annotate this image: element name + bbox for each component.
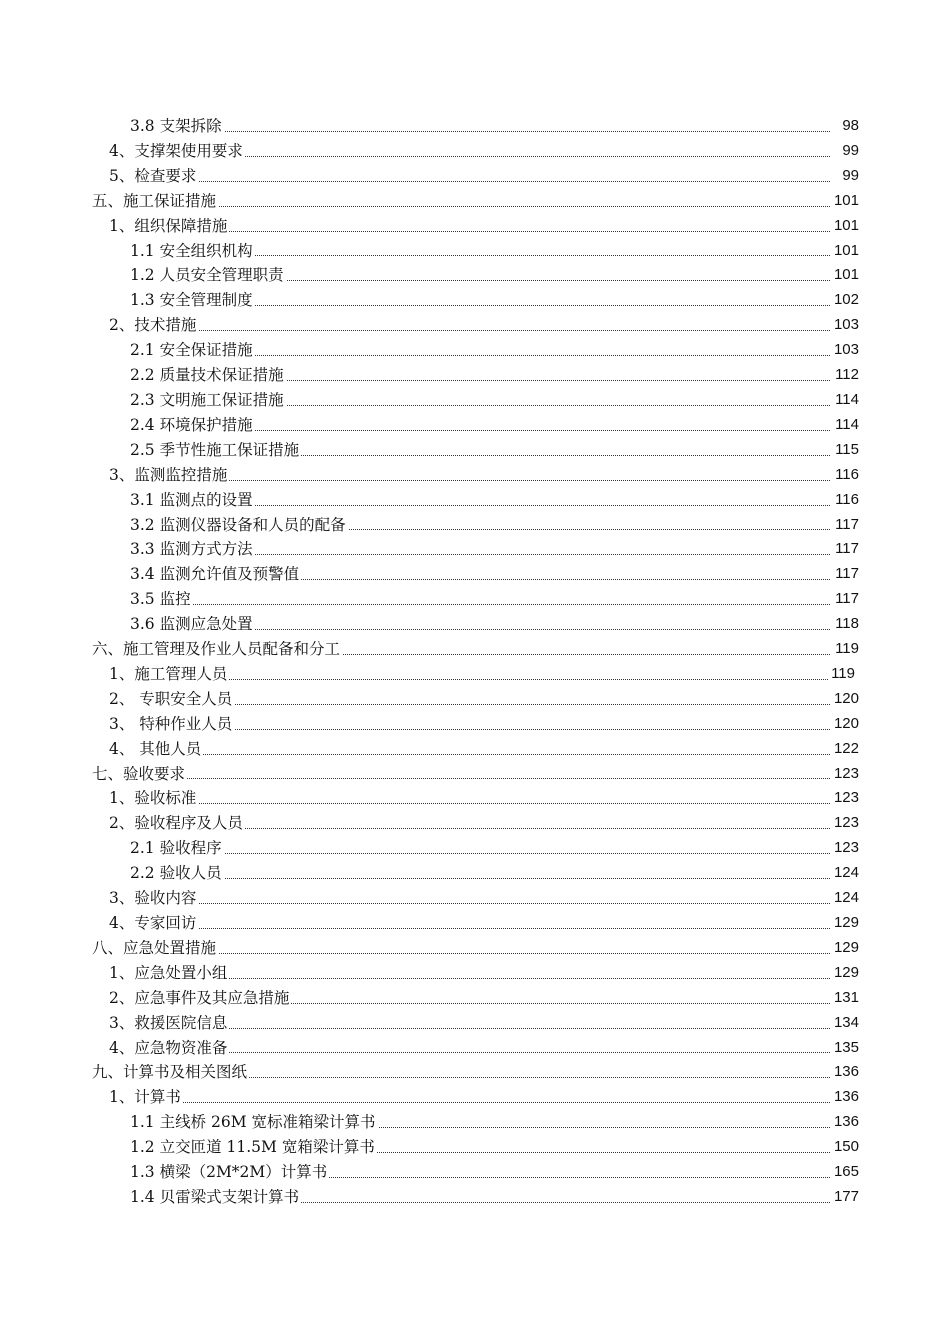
toc-entry[interactable] [0, 612, 950, 637]
toc-entry-title: 六、施工管理及作业人员配备和分工 [92, 637, 342, 662]
toc-entry-page-number: 122 [832, 737, 859, 762]
toc-entry-page-number: 115 [833, 438, 859, 463]
toc-entry-title: 3、监测监控措施 [109, 463, 229, 488]
toc-entry[interactable] [0, 1060, 950, 1085]
toc-entry-title: 1、组织保障措施 [109, 214, 229, 239]
toc-entry-title: 3.2 监测仪器设备和人员的配备 [130, 513, 348, 538]
toc-entry-page-number: 114 [833, 413, 859, 438]
toc-entry-page-number: 101 [832, 239, 859, 264]
toc-entry-title: 3.1 监测点的设置 [130, 488, 255, 513]
toc-entry-title: 2、应急事件及其应急措施 [109, 986, 291, 1011]
dot-leader [109, 330, 830, 331]
dot-leader [130, 604, 830, 605]
dot-leader [109, 803, 830, 804]
toc-entry-title: 2.2 验收人员 [130, 861, 224, 886]
dot-leader [109, 903, 830, 904]
toc-entry-page-number: 101 [832, 189, 859, 214]
toc-entry[interactable] [0, 363, 950, 388]
toc-entry-page-number: 103 [832, 338, 859, 363]
toc-entry-title: 2、验收程序及人员 [109, 811, 245, 836]
dot-leader [130, 131, 830, 132]
toc-entry-title: 2.3 文明施工保证措施 [130, 388, 286, 413]
toc-entry-page-number: 112 [833, 363, 859, 388]
toc-entry-page-number: 123 [832, 836, 859, 861]
toc-entry-page-number: 114 [833, 388, 859, 413]
dot-leader [109, 1102, 830, 1103]
toc-entry-title: 五、施工保证措施 [92, 189, 218, 214]
toc-entry-title: 3.3 监测方式方法 [130, 537, 255, 562]
toc-entry-page-number: 150 [832, 1135, 859, 1160]
toc-entry-title: 1、验收标准 [109, 786, 198, 811]
toc-entry-title: 2、技术措施 [109, 313, 198, 338]
toc-entry[interactable] [0, 114, 950, 139]
toc-entry-page-number: 136 [832, 1085, 859, 1110]
toc-entry-title: 1.2 立交匝道 11.5M 宽箱梁计算书 [130, 1135, 377, 1160]
toc-entry[interactable] [0, 164, 950, 189]
toc-entry-title: 5、检查要求 [109, 164, 198, 189]
toc-entry-page-number: 123 [832, 762, 859, 787]
toc-entry-title: 4、应急物资准备 [109, 1036, 229, 1061]
toc-entry-title: 4、 其他人员 [109, 737, 203, 762]
toc-entry-title: 3.8 支架拆除 [130, 114, 224, 139]
toc-entry[interactable] [0, 1135, 950, 1160]
toc-entry[interactable] [0, 189, 950, 214]
toc-entry[interactable] [0, 413, 950, 438]
toc-entry-page-number: 117 [833, 587, 859, 612]
toc-entry[interactable] [0, 1085, 950, 1110]
toc-entry[interactable] [0, 637, 950, 662]
toc-entry-title: 九、计算书及相关图纸 [92, 1060, 249, 1085]
dot-leader [130, 853, 830, 854]
toc-entry-title: 4、支撑架使用要求 [109, 139, 245, 164]
toc-entry-page-number: 124 [832, 861, 859, 886]
toc-entry-page-number: 135 [832, 1036, 859, 1061]
toc-entry-page-number: 116 [833, 488, 859, 513]
toc-entry-page-number: 117 [833, 562, 859, 587]
toc-entry[interactable] [0, 936, 950, 961]
toc-entry[interactable] [0, 214, 950, 239]
toc-entry-page-number: 102 [832, 288, 859, 313]
toc-entry-page-number: 101 [832, 263, 859, 288]
toc-entry-title: 1、应急处置小组 [109, 961, 229, 986]
toc-entry-page-number: 117 [833, 537, 859, 562]
dot-leader [109, 928, 830, 929]
toc-entry-page-number: 98 [840, 114, 859, 139]
toc-entry-page-number: 123 [832, 786, 859, 811]
toc-entry-title: 2.5 季节性施工保证措施 [130, 438, 301, 463]
toc-entry-title: 2、 专职安全人员 [109, 687, 234, 712]
toc-entry-page-number: 99 [840, 164, 859, 189]
toc-entry-page-number: 123 [832, 811, 859, 836]
toc-entry[interactable] [0, 836, 950, 861]
toc-entry[interactable] [0, 811, 950, 836]
toc-entry[interactable] [0, 861, 950, 886]
toc-entry-title: 七、验收要求 [92, 762, 187, 787]
toc-entry-page-number: 129 [832, 961, 859, 986]
toc-entry-title: 3、救援医院信息 [109, 1011, 229, 1036]
toc-entry-page-number: 131 [832, 986, 859, 1011]
toc-entry[interactable] [0, 961, 950, 986]
toc-entry-title: 1.3 横梁（2M*2M）计算书 [130, 1160, 329, 1185]
toc-entry[interactable] [0, 911, 950, 936]
dot-leader [109, 754, 830, 755]
toc-entry[interactable] [0, 513, 950, 538]
toc-entry-title: 3.5 监控 [130, 587, 193, 612]
toc-entry-title: 4、专家回访 [109, 911, 198, 936]
toc-entry[interactable] [0, 587, 950, 612]
toc-entry-page-number: 116 [833, 463, 859, 488]
toc-entry-page-number: 118 [833, 612, 859, 637]
toc-entry-page-number: 165 [832, 1160, 859, 1185]
toc-entry-title: 1.2 人员安全管理职责 [130, 263, 286, 288]
toc-entry[interactable] [0, 313, 950, 338]
dot-leader [109, 181, 830, 182]
toc-entry-title: 3、 特种作业人员 [109, 712, 234, 737]
toc-entry-title: 3.4 监测允许值及预警值 [130, 562, 301, 587]
toc-entry[interactable] [0, 1110, 950, 1135]
toc-entry-page-number: 136 [832, 1110, 859, 1135]
toc-entry[interactable] [0, 737, 950, 762]
toc-entry-page-number: 129 [832, 936, 859, 961]
toc-entry[interactable] [0, 263, 950, 288]
toc-entry[interactable] [0, 139, 950, 164]
toc-entry-title: 八、应急处置措施 [92, 936, 218, 961]
toc-entry-title: 1.1 主线桥 26M 宽标准箱梁计算书 [130, 1110, 378, 1135]
toc-entry-title: 3、验收内容 [109, 886, 198, 911]
toc-entry[interactable] [0, 562, 950, 587]
toc-entry-title: 2.1 安全保证措施 [130, 338, 255, 363]
toc-entry-page-number: 119 [829, 662, 855, 687]
toc-entry[interactable] [0, 388, 950, 413]
toc-entry-page-number: 120 [832, 687, 859, 712]
toc-entry-title: 1.1 安全组织机构 [130, 239, 255, 264]
toc-entry-title: 2.2 质量技术保证措施 [130, 363, 286, 388]
toc-entry[interactable] [0, 986, 950, 1011]
toc-entry[interactable] [0, 488, 950, 513]
dot-leader [130, 878, 830, 879]
toc-entry-page-number: 124 [832, 886, 859, 911]
toc-entry[interactable] [0, 1036, 950, 1061]
toc-entry-page-number: 120 [832, 712, 859, 737]
toc-entry-title: 2.1 验收程序 [130, 836, 224, 861]
toc-entry-title: 1、施工管理人员 [109, 662, 229, 687]
toc-entry-page-number: 177 [832, 1185, 859, 1210]
toc-entry[interactable] [0, 537, 950, 562]
toc-entry-title: 1、计算书 [109, 1085, 183, 1110]
dot-leader [92, 778, 830, 779]
toc-entry[interactable] [0, 438, 950, 463]
toc-entry-page-number: 101 [832, 214, 859, 239]
toc-entry[interactable] [0, 662, 950, 687]
toc-entry-page-number: 117 [833, 513, 859, 538]
toc-entry-title: 1.3 安全管理制度 [130, 288, 255, 313]
toc-entry[interactable] [0, 239, 950, 264]
toc-entry[interactable] [0, 1011, 950, 1036]
toc-entry-title: 2.4 环境保护措施 [130, 413, 255, 438]
toc-entry-page-number: 129 [832, 911, 859, 936]
toc-entry[interactable] [0, 288, 950, 313]
toc-entry-page-number: 136 [832, 1060, 859, 1085]
toc-entry[interactable] [0, 712, 950, 737]
toc-entry-page-number: 99 [840, 139, 859, 164]
toc-entry[interactable] [0, 762, 950, 787]
toc-entry[interactable] [0, 338, 950, 363]
toc-entry[interactable] [0, 1160, 950, 1185]
toc-entry-page-number: 103 [832, 313, 859, 338]
toc-entry-title: 1.4 贝雷梁式支架计算书 [130, 1185, 301, 1210]
toc-entry[interactable] [0, 886, 950, 911]
toc-entry-page-number: 134 [832, 1011, 859, 1036]
table-of-contents [0, 114, 950, 1210]
toc-entry-title: 3.6 监测应急处置 [130, 612, 255, 637]
toc-entry-page-number: 119 [833, 637, 859, 662]
toc-entry[interactable] [0, 1185, 950, 1210]
toc-entry[interactable] [0, 463, 950, 488]
toc-entry[interactable] [0, 687, 950, 712]
toc-entry[interactable] [0, 786, 950, 811]
